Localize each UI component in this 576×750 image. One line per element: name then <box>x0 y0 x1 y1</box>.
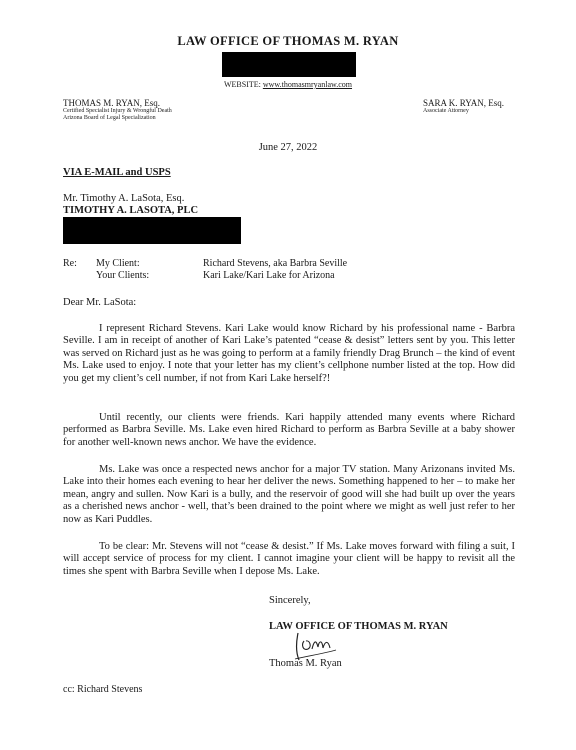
letterhead-right-attorney <box>423 99 504 115</box>
recipient-block <box>63 193 198 217</box>
body-paragraph-2: Until recently, our clients were friends. Kari happily attended many events where Richard performed as Barbra Seville. Ms. Lake even hired Richard to perform as Barbra Seville at a baby shower for another well-known news anchor. We have the evidence. <box>63 412 515 448</box>
re-row1-label: My Client: <box>96 258 140 269</box>
re-label: Re: <box>63 258 77 269</box>
delivery-method: VIA E-MAIL and USPS <box>63 167 171 178</box>
letter-date: June 27, 2022 <box>258 142 318 153</box>
website-link[interactable]: www.thomasmryanlaw.com <box>262 80 353 89</box>
body-paragraph-1: I represent Richard Stevens. Kari Lake would know Richard by his professional name - Barbra Seville. I am in receipt of another of Kari Lake’s patented “cease & desist” letters sent by you. This letter was served on Richard just as he was going to perform at a family friendly Drag Brunch – the kind of event Ms. Lake used to enjoy. I note that your letter has my client’s cellphone number listed at the top. How did you get my client’s cell number, if not from Kari Lake herself?! <box>63 323 515 384</box>
redacted-recipient-address <box>63 217 241 244</box>
re-row1-value: Richard Stevens, aka Barbra Seville <box>203 258 348 269</box>
body-paragraph-4: To be clear: Mr. Stevens will not “cease & desist.” If Ms. Lake moves forward with filing a suit, I will accept service of process for my client. I cannot imagine your client will be happy to revisit all the times she spent with Barbra Seville when I depose Ms. Lake. <box>63 541 515 577</box>
re-block <box>63 258 483 284</box>
firm-name: LAW OFFICE OF THOMAS M. RYAN <box>177 34 399 48</box>
website-label: WEBSITE: <box>223 80 261 89</box>
left-attorney-cert: Certified Specialist Injury & Wrongful Death <box>63 108 172 114</box>
left-attorney-board: Arizona Board of Legal Specialization <box>63 115 156 121</box>
signer-name: Thomas M. Ryan <box>269 658 342 669</box>
website-line <box>0 80 576 89</box>
body-paragraph-3: Ms. Lake was once a respected news anchor for a major TV station. Many Arizonans invited Ms. Lake into their homes each evening to hear her deliver the news. Something happened to her – to make her mean, angry and sullen. Now Kari is a bully, and the reservoir of good will she had built up over the years as a cherished news anchor - well, that’s been drained to the point where we might as well just refer to her now as Kari Puddles. <box>63 464 515 525</box>
recipient-name: Mr. Timothy A. LaSota, Esq. <box>63 193 185 204</box>
re-row2-value: Kari Lake/Kari Lake for Arizona <box>203 270 335 281</box>
cc-line: cc: Richard Stevens <box>63 684 143 695</box>
redacted-address-block <box>222 52 356 77</box>
right-attorney-title: Associate Attorney <box>423 108 469 114</box>
closing: Sincerely, <box>269 595 311 606</box>
recipient-firm: TIMOTHY A. LASOTA, PLC <box>63 205 199 216</box>
re-row2-label: Your Clients: <box>96 270 150 281</box>
left-attorney-name: THOMAS M. RYAN, Esq. <box>63 98 161 108</box>
salutation: Dear Mr. LaSota: <box>63 297 137 308</box>
right-attorney-name: SARA K. RYAN, Esq. <box>423 98 505 108</box>
signature-firm: LAW OFFICE OF THOMAS M. RYAN <box>269 621 448 632</box>
letterhead-left-attorney <box>63 99 172 122</box>
